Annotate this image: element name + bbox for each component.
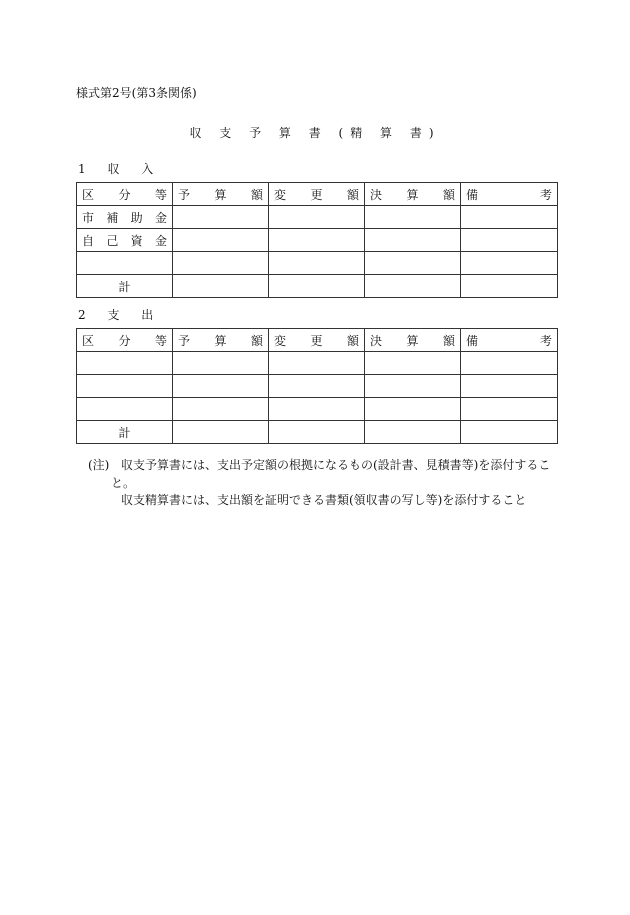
income-section-title: 1 収 入	[78, 162, 163, 176]
header-settlement: 決 算 額	[365, 183, 461, 206]
header-settlement: 決 算 額	[365, 329, 461, 352]
note-2: 収支精算書には、支出額を証明できる書類(領収書の写し等)を添付すること	[121, 493, 527, 507]
expense-total-row	[77, 421, 558, 444]
header-category: 区 分 等	[77, 183, 173, 206]
header-remarks: 備 考	[461, 329, 558, 352]
table-cell[interactable]	[461, 398, 558, 421]
table-row	[77, 398, 558, 421]
table-cell[interactable]	[173, 206, 269, 229]
table-cell[interactable]	[461, 375, 558, 398]
form-number: 様式第2号(第3条関係)	[76, 86, 197, 100]
total-label: 計	[77, 275, 173, 298]
table-cell[interactable]	[77, 398, 173, 421]
table-cell[interactable]	[77, 352, 173, 375]
table-cell[interactable]	[365, 421, 461, 444]
table-cell[interactable]	[461, 206, 558, 229]
table-cell[interactable]	[77, 375, 173, 398]
header-budget: 予 算 額	[173, 183, 269, 206]
table-cell[interactable]	[269, 352, 365, 375]
table-cell[interactable]	[461, 352, 558, 375]
table-cell[interactable]	[365, 352, 461, 375]
table-cell[interactable]	[269, 275, 365, 298]
table-cell[interactable]	[365, 206, 461, 229]
table-row	[77, 375, 558, 398]
table-cell[interactable]	[461, 252, 558, 275]
table-cell[interactable]	[173, 421, 269, 444]
income-total-row	[77, 275, 558, 298]
header-change: 変 更 額	[269, 183, 365, 206]
table-cell[interactable]	[173, 398, 269, 421]
table-cell[interactable]	[365, 375, 461, 398]
income-table	[76, 182, 558, 298]
header-category: 区 分 等	[77, 329, 173, 352]
header-budget: 予 算 額	[173, 329, 269, 352]
total-label: 計	[77, 421, 173, 444]
table-cell[interactable]	[461, 275, 558, 298]
table-cell[interactable]	[269, 206, 365, 229]
table-cell[interactable]	[461, 229, 558, 252]
table-cell[interactable]	[173, 252, 269, 275]
notes-prefix: (注)	[88, 458, 110, 472]
income-label-subsidy: 市 補 助 金	[77, 206, 173, 229]
table-cell[interactable]	[365, 275, 461, 298]
income-header-row	[77, 183, 558, 206]
expense-section-title: 2 支 出	[78, 308, 163, 322]
expense-table	[76, 328, 558, 444]
table-row	[77, 252, 558, 275]
table-cell[interactable]	[269, 229, 365, 252]
table-cell[interactable]	[269, 252, 365, 275]
table-cell[interactable]	[365, 398, 461, 421]
table-cell[interactable]	[173, 375, 269, 398]
header-change: 変 更 額	[269, 329, 365, 352]
table-row	[77, 206, 558, 229]
table-cell[interactable]	[173, 352, 269, 375]
note-1-line-1: 収支予算書には、支出予定額の根拠になるもの(設計書、見積書等)を添付するこ	[121, 458, 551, 472]
table-cell[interactable]	[365, 252, 461, 275]
table-cell[interactable]	[77, 252, 173, 275]
table-row	[77, 229, 558, 252]
table-cell[interactable]	[269, 421, 365, 444]
note-1	[111, 456, 557, 492]
table-cell[interactable]	[461, 421, 558, 444]
table-cell[interactable]	[269, 375, 365, 398]
note-1-line-2: と。	[111, 476, 136, 490]
table-row	[77, 352, 558, 375]
table-cell[interactable]	[365, 229, 461, 252]
table-cell[interactable]	[269, 398, 365, 421]
header-remarks: 備 考	[461, 183, 558, 206]
table-cell[interactable]	[173, 275, 269, 298]
table-cell[interactable]	[173, 229, 269, 252]
document-title: 収 支 予 算 書 (精 算 書)	[189, 126, 441, 140]
income-label-own-funds: 自 己 資 金	[77, 229, 173, 252]
expense-header-row	[77, 329, 558, 352]
